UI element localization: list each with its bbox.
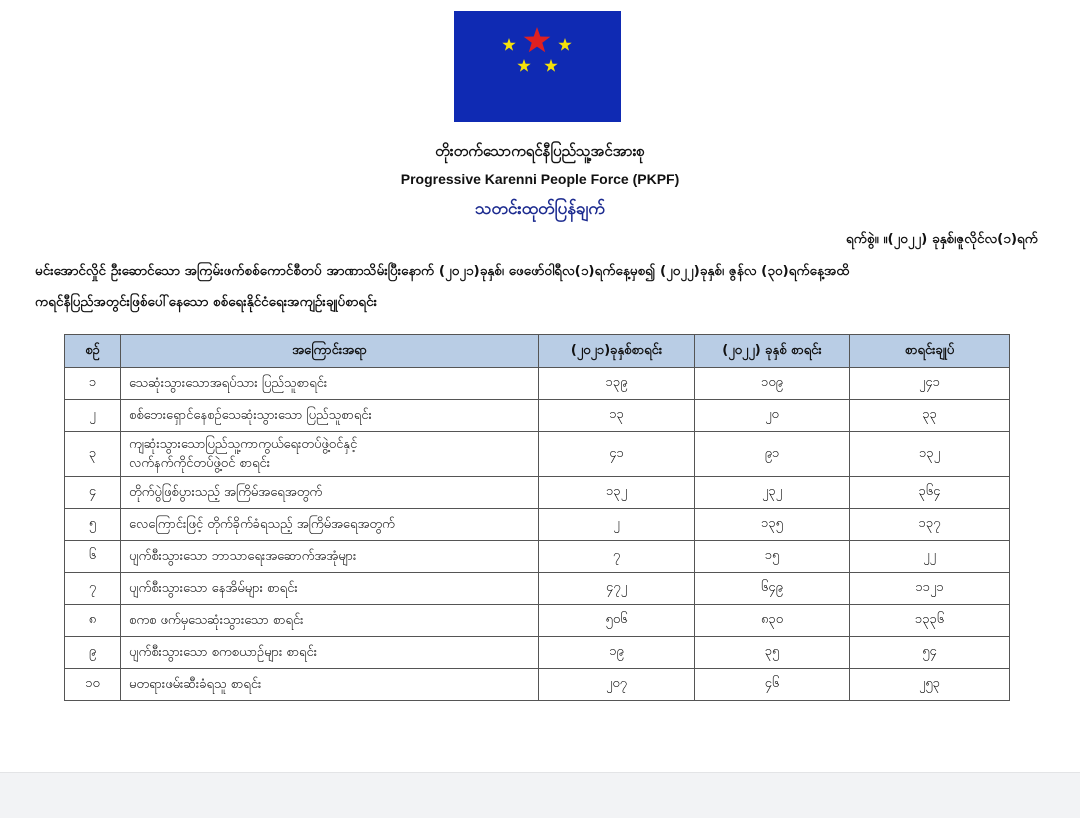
- row-2021-value: ၁၃: [539, 400, 695, 432]
- row-description-line: ပျက်စီးသွားသော ဘာသာရေးအဆောက်အအုံများ: [129, 549, 357, 564]
- flag-stars-icon: [454, 11, 621, 122]
- side-star-icon: [544, 59, 557, 72]
- pkpf-flag: [454, 11, 621, 122]
- row-2022-value: ၆၄၉: [695, 573, 850, 605]
- table-row: [65, 605, 1010, 637]
- row-total-value: ၁၃၇: [850, 509, 1010, 541]
- row-number: ၇: [65, 573, 121, 605]
- row-description: [121, 541, 539, 573]
- row-total-value: ၅၄: [850, 637, 1010, 669]
- table-row: [65, 477, 1010, 509]
- date-line: ရက်စွဲ။ ။(၂၀၂၂) ခုနှစ်၊ဇူလိုင်လ(၁)ရက်: [846, 231, 1038, 247]
- row-2021-value: ၂၀၇: [539, 669, 695, 701]
- table-row: [65, 637, 1010, 669]
- row-number: ၆: [65, 541, 121, 573]
- row-description: [121, 669, 539, 701]
- table-row: [65, 400, 1010, 432]
- row-number: ၁: [65, 368, 121, 400]
- header-no: စဉ်: [65, 335, 121, 368]
- header-total: စာရင်းချုပ်: [850, 335, 1010, 368]
- row-description-line: သေဆုံးသွားသောအရပ်သား ပြည်သူစာရင်း: [129, 376, 328, 391]
- row-number: ၄: [65, 477, 121, 509]
- row-number: ၂: [65, 400, 121, 432]
- row-description-line: စစ်ဘေးရှောင်နေစဉ်သေဆုံးသွားသော ပြည်သူစာရင်း: [129, 408, 372, 423]
- row-description-line: မတရားဖမ်းဆီးခံရသူ စာရင်း: [129, 677, 262, 692]
- side-star-icon: [517, 59, 530, 72]
- footer-band: [0, 772, 1080, 818]
- row-description: [121, 368, 539, 400]
- header-description: အကြောင်းအရာ: [121, 335, 539, 368]
- row-2021-value: ၁၃၂: [539, 477, 695, 509]
- side-star-icon: [502, 38, 515, 51]
- row-total-value: ၂၂: [850, 541, 1010, 573]
- row-2022-value: ၈၃၀: [695, 605, 850, 637]
- row-2022-value: ၉၁: [695, 432, 850, 477]
- row-description: [121, 605, 539, 637]
- row-number: ၁၀: [65, 669, 121, 701]
- organization-name-mm: တိုးတက်သောကရင်နီပြည်သူ့အင်အားစု: [435, 142, 645, 160]
- header-2022: (၂၀၂၂) ခုနှစ် စာရင်း: [695, 335, 850, 368]
- row-description-line: ပျက်စီးသွားသော စကစယာဉ်များ စာရင်း: [129, 645, 318, 660]
- row-2022-value: ၁၀၉: [695, 368, 850, 400]
- row-total-value: ၂၅၃: [850, 669, 1010, 701]
- table-row: [65, 509, 1010, 541]
- table-row: [65, 432, 1010, 477]
- header-2021: (၂၀၂၁)ခုနှစ်စာရင်း: [539, 335, 695, 368]
- intro-line: ကရင်နီပြည်အတွင်းဖြစ်ပေါ်နေသော စစ်ရေးနိုင်ငံရေးအကျဉ်းချုပ်စာရင်း: [35, 294, 378, 310]
- row-2021-value: ၁၃၉: [539, 368, 695, 400]
- table-header-row: [65, 335, 1010, 368]
- row-2022-value: ၂၀: [695, 400, 850, 432]
- row-total-value: ၂၄၁: [850, 368, 1010, 400]
- row-number: ၃: [65, 432, 121, 477]
- row-2022-value: ၃၅: [695, 637, 850, 669]
- side-star-icon: [558, 38, 571, 51]
- row-total-value: ၃၃: [850, 400, 1010, 432]
- row-description: [121, 432, 539, 477]
- row-total-value: ၁၃၃၆: [850, 605, 1010, 637]
- row-description-line: လေကြောင်းဖြင့် တိုက်ခိုက်ခံရသည့် အကြိမ်အရေအတွက်: [129, 517, 395, 532]
- row-2021-value: ၅၀၆: [539, 605, 695, 637]
- row-description-line: ကျဆုံးသွားသောပြည်သူ့ကာကွယ်ရေးတပ်ဖွဲ့ဝင်နှင့်: [129, 437, 358, 452]
- row-description-line: စကစ ဖက်မှသေဆုံးသွားသော စာရင်း: [129, 613, 304, 628]
- row-number: ၈: [65, 605, 121, 637]
- row-2021-value: ၂: [539, 509, 695, 541]
- intro-paragraph: [35, 256, 1045, 318]
- table-row: [65, 541, 1010, 573]
- table-row: [65, 368, 1010, 400]
- table-body: [65, 368, 1010, 701]
- statistics-table: [64, 334, 1010, 701]
- document-title: သတင်းထုတ်ပြန်ချက်: [475, 199, 605, 219]
- table-row: [65, 573, 1010, 605]
- row-2021-value: ၄၁: [539, 432, 695, 477]
- intro-line: မင်းအောင်လှိုင် ဦးဆောင်သော အကြမ်းဖက်စစ်ကောင်စီတပ် အာဏာသိမ်းပြီးနောက် (၂၀၂၁)ခုနှစ်၊ ဖေဖော်ဝါရီလ(၁)ရက်နေ့မှစ၍ (၂၀၂၂)ခုနှစ်၊ ဇွန်လ (၃၀)ရက်နေ့အထိ: [35, 263, 850, 279]
- row-total-value: ၃၆၄: [850, 477, 1010, 509]
- row-description: [121, 573, 539, 605]
- row-description-line: ပျက်စီးသွားသော နေအိမ်များ စာရင်း: [129, 581, 298, 596]
- row-2021-value: ၄၇၂: [539, 573, 695, 605]
- center-star-icon: [524, 27, 551, 52]
- row-description-line: တိုက်ပွဲဖြစ်ပွားသည့် အကြိမ်အရေအတွက်: [129, 485, 323, 500]
- row-number: ၅: [65, 509, 121, 541]
- row-total-value: ၁၃၂: [850, 432, 1010, 477]
- row-description: [121, 509, 539, 541]
- row-2022-value: ၄၆: [695, 669, 850, 701]
- row-2021-value: ၁၉: [539, 637, 695, 669]
- row-description: [121, 637, 539, 669]
- organization-name-en: Progressive Karenni People Force (PKPF): [400, 171, 680, 187]
- row-total-value: ၁၁၂၁: [850, 573, 1010, 605]
- row-number: ၉: [65, 637, 121, 669]
- row-2022-value: ၁၅: [695, 541, 850, 573]
- row-description-line: လက်နက်ကိုင်တပ်ဖွဲ့ဝင် စာရင်း: [129, 456, 271, 471]
- row-description: [121, 400, 539, 432]
- table-row: [65, 669, 1010, 701]
- row-2021-value: ၇: [539, 541, 695, 573]
- row-2022-value: ၂၃၂: [695, 477, 850, 509]
- row-description: [121, 477, 539, 509]
- row-2022-value: ၁၃၅: [695, 509, 850, 541]
